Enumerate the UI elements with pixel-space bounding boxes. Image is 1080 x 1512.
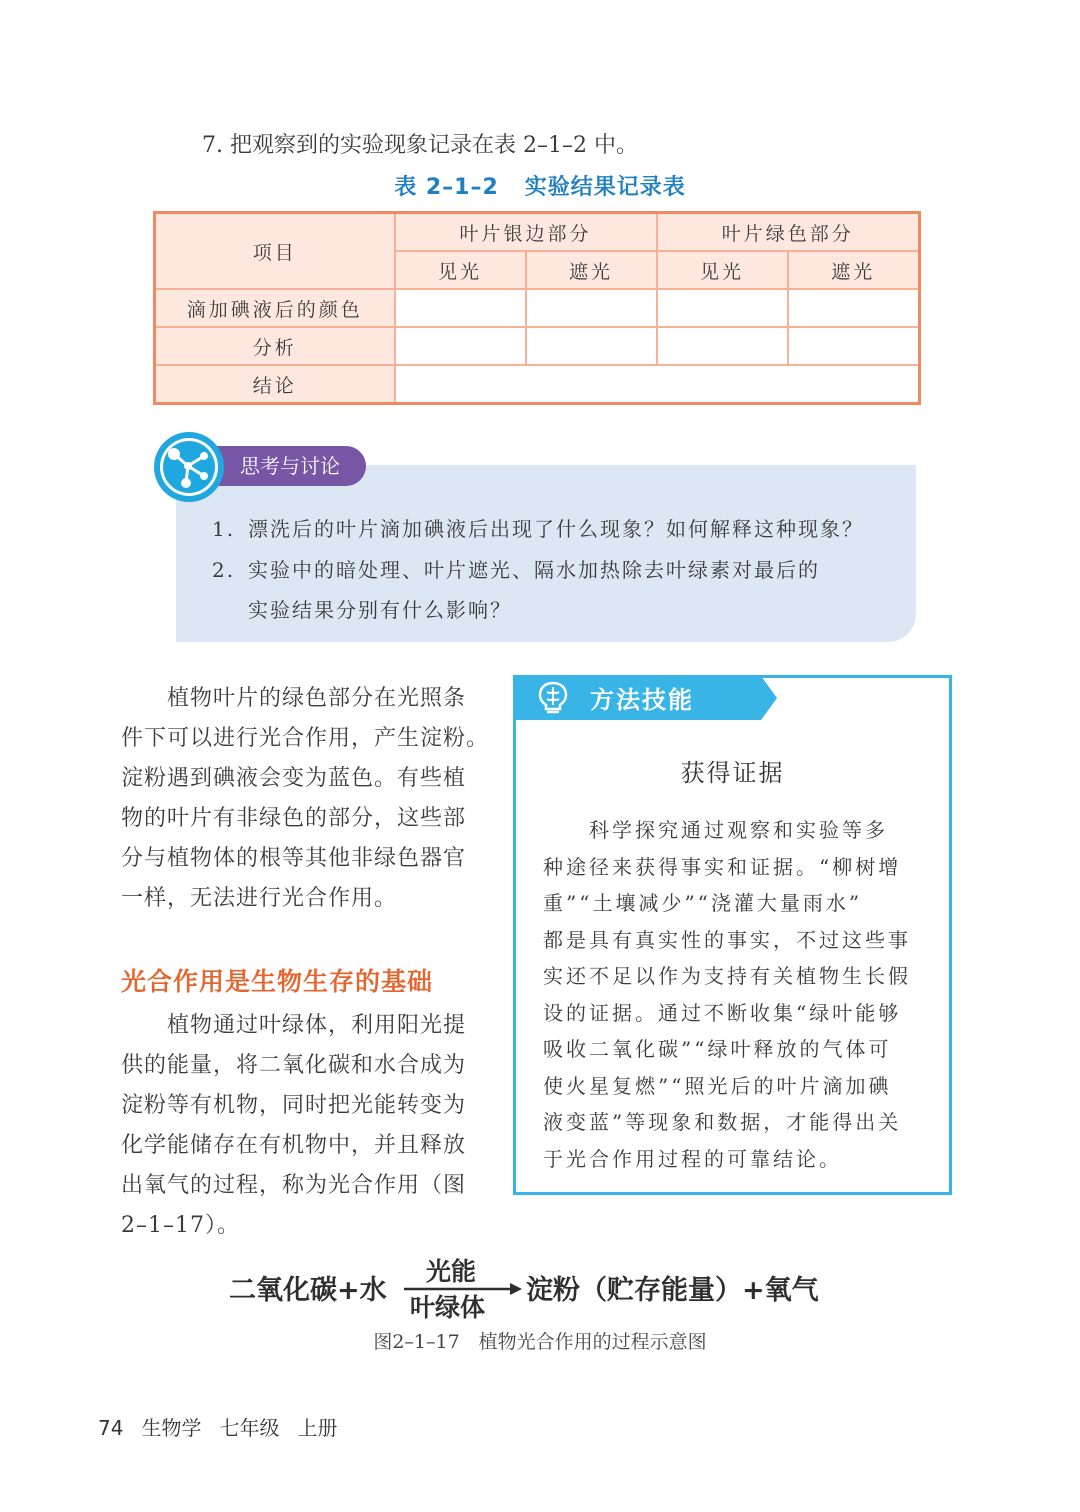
- method-section-title: 获得证据: [680, 759, 785, 787]
- equation-products: 淀粉（贮存能量）+氧气: [526, 1275, 819, 1306]
- table-caption: [0, 170, 1080, 201]
- footer-volume: 上册: [297, 1416, 338, 1440]
- table-cell[interactable]: [526, 289, 657, 327]
- table-title: 实验结果记录表: [524, 175, 686, 200]
- method-banner-title: 方法技能: [590, 686, 694, 714]
- table-header-item: 项目: [155, 213, 395, 290]
- footer-grade: 七年级: [219, 1416, 280, 1440]
- table-number: 表 2–1–2: [394, 175, 499, 200]
- table-cell[interactable]: [395, 327, 526, 365]
- discussion-label: 思考与讨论: [206, 446, 366, 486]
- equation-condition-light: 光能: [426, 1257, 477, 1286]
- table-row-label: 分析: [155, 327, 395, 365]
- footer-subject: 生物学: [141, 1416, 202, 1440]
- table-subheader: 遮光: [526, 251, 657, 289]
- molecule-icon: [152, 430, 226, 504]
- table-cell[interactable]: [395, 289, 526, 327]
- step-7-instruction: 7. 把观察到的实验现象记录在表 2–1–2 中。: [202, 133, 638, 158]
- paragraph-green-part: 植物叶片的绿色部分在光照条 件下可以进行光合作用，产生淀粉。 淀粉遇到碘液会变为蓝色。有些植 物的叶片有非绿色的部分，这些部 分与植物体的根等其他非绿色器官 一样，无法进行光合作用。: [121, 686, 490, 911]
- table-header-silver-edge: 叶片银边部分: [395, 213, 657, 252]
- table-subheader: 见光: [657, 251, 788, 289]
- figure-caption: 图2–1–17 植物光合作用的过程示意图: [373, 1331, 707, 1353]
- table-cell[interactable]: [526, 327, 657, 365]
- table-subheader: 遮光: [788, 251, 920, 289]
- discussion-question-2: 2. 实验中的暗处理、叶片遮光、隔水加热除去叶绿素对最后的: [212, 558, 820, 582]
- table-cell[interactable]: [788, 327, 920, 365]
- method-body-text: 科学探究通过观察和实验等多 种途径来获得事实和证据。“柳树增 重”“土壤减少”“浇灌大量雨水” 都是具有真实性的事实，不过这些事 实还不足以作为支持有关植物生长假 设的证据。通过不断收集“绿叶能够 吸收二氧化碳”“绿叶释放的气体可 使火星复燃”“照光后的叶片滴加碘 液变蓝”等现象和数据，才能得出关 于光合作用过程的可靠结论。: [543, 818, 911, 1171]
- table-row-label: 滴加碘液后的颜色: [155, 289, 395, 327]
- paragraph-photosynthesis-definition: 植物通过叶绿体，利用阳光提 供的能量，将二氧化碳和水合成为 淀粉等有机物，同时把光能转变为 化学能储存在有机物中，并且释放 出氧气的过程，称为光合作用（图 2–1–17）。: [121, 1013, 467, 1238]
- page-number: 74: [98, 1416, 124, 1440]
- discussion-question-1: 1. 漂洗后的叶片滴加碘液后出现了什么现象？如何解释这种现象？: [212, 517, 864, 541]
- table-cell[interactable]: [657, 327, 788, 365]
- page-footer: [98, 1412, 355, 1441]
- table-header-green-part: 叶片绿色部分: [657, 213, 920, 252]
- equation-reactants: 二氧化碳+水: [229, 1275, 387, 1306]
- table-subheader: 见光: [395, 251, 526, 289]
- table-cell[interactable]: [788, 289, 920, 327]
- section-heading: 光合作用是生物生存的基础: [121, 967, 434, 996]
- discussion-question-2-continued: 实验结果分别有什么影响？: [248, 598, 512, 622]
- table-cell[interactable]: [657, 289, 788, 327]
- brain-bulb-icon: [535, 680, 571, 716]
- equation-condition-chloroplast: 叶绿体: [410, 1293, 486, 1322]
- result-record-table: [153, 211, 921, 405]
- table-row-label: 结论: [155, 365, 395, 404]
- table-cell-conclusion[interactable]: [395, 365, 920, 404]
